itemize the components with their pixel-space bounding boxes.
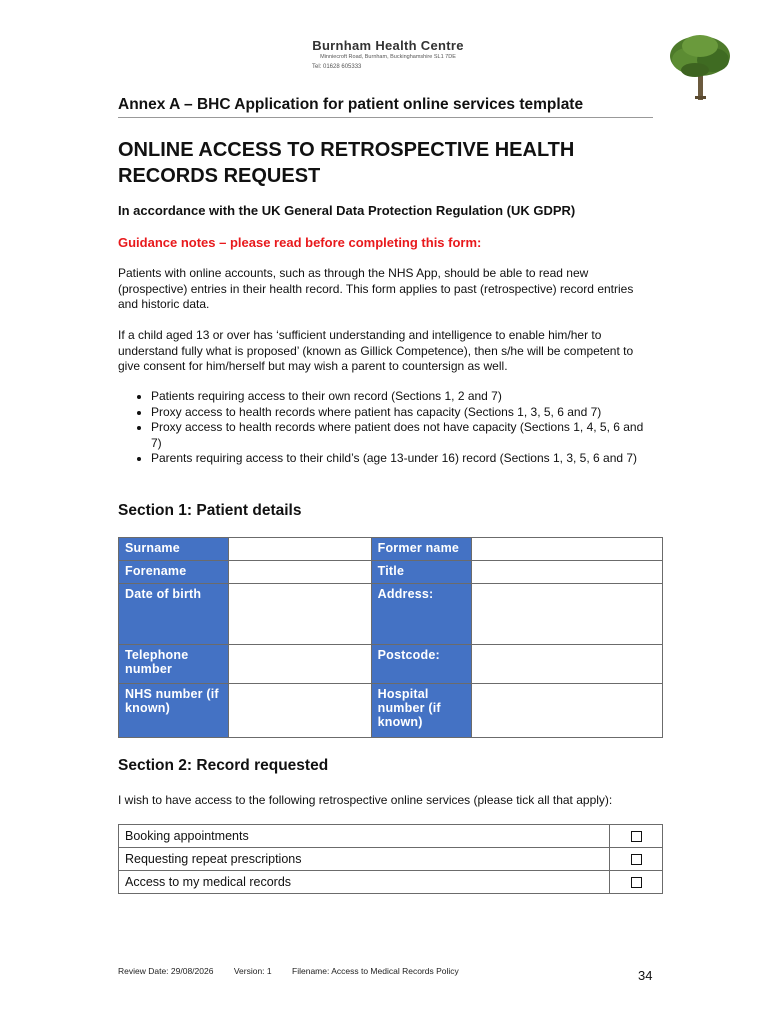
address-label: Address: [371, 584, 472, 645]
document-title-line-1: ONLINE ACCESS TO RETROSPECTIVE HEALTH [118, 139, 575, 161]
former-name-field[interactable] [472, 538, 663, 561]
organisation-telephone: Tel: 01628 605333 [312, 64, 362, 70]
telephone-field[interactable] [228, 645, 371, 684]
title-field[interactable] [472, 561, 663, 584]
title-label: Title [371, 561, 472, 584]
organisation-name: Burnham Health Centre [312, 38, 464, 53]
tick-box-medical-records[interactable] [610, 871, 663, 894]
filename: Filename: Access to Medical Records Policy [292, 966, 459, 976]
page-header [0, 0, 770, 90]
checkbox-icon[interactable] [631, 877, 642, 888]
option-medical-records: Access to my medical records [119, 871, 610, 894]
date-of-birth-field[interactable] [228, 584, 371, 645]
nhs-number-label: NHS number (if known) [119, 684, 229, 738]
nhs-number-field[interactable] [228, 684, 371, 738]
forename-label: Forename [119, 561, 229, 584]
option-booking-appointments: Booking appointments [119, 825, 610, 848]
address-field[interactable] [472, 584, 663, 645]
sections-bullet-list [118, 389, 653, 467]
forename-field[interactable] [228, 561, 371, 584]
checkbox-icon[interactable] [631, 854, 642, 865]
section-2-heading: Section 2: Record requested [118, 757, 329, 774]
guidance-paragraph-2: If a child aged 13 or over has ‘sufficient understanding and intelligence to enable him/her to understand fully what is proposed’ (known as Gillick Competence), then s/he will be competent to give consent for him/herself but may wish a parent to countersign as well. [118, 328, 634, 373]
telephone-label: Telephone number [119, 645, 229, 684]
bullet-item: • Proxy access to health records where patient does not have capacity (Sections 1, 4, 5, 6 and 7) [151, 420, 653, 451]
tick-box-booking[interactable] [610, 825, 663, 848]
page-footer [118, 966, 477, 976]
document-title-line-2: RECORDS REQUEST [118, 165, 321, 187]
annex-title: Annex A – BHC Application for patient online services template [118, 96, 653, 118]
section-2-intro: I wish to have access to the following retrospective online services (please tick all that apply): [118, 793, 613, 807]
table-row [119, 825, 663, 848]
document-title [118, 137, 658, 189]
table-row [119, 871, 663, 894]
record-request-table [118, 824, 663, 894]
checkbox-icon[interactable] [631, 831, 642, 842]
former-name-label: Former name [371, 538, 472, 561]
gdpr-subtitle: In accordance with the UK General Data Protection Regulation (UK GDPR) [118, 203, 576, 218]
bullet-item: • Parents requiring access to their child’s (age 13-under 16) record (Sections 1, 3, 5, 6 and 7) [151, 451, 653, 467]
tick-box-prescriptions[interactable] [610, 848, 663, 871]
table-row [119, 848, 663, 871]
postcode-field[interactable] [472, 645, 663, 684]
version: Version: 1 [233, 966, 272, 976]
hospital-number-label: Hospital number (if known) [371, 684, 472, 738]
guidance-heading: Guidance notes – please read before completing this form: [118, 235, 482, 250]
tree-icon [665, 30, 735, 102]
guidance-paragraph-1: Patients with online accounts, such as through the NHS App, should be able to read new (prospective) entries in their health record. This form applies to past (retrospective) record entries and historic data. [118, 266, 634, 311]
organisation-block [278, 38, 498, 70]
patient-details-table [118, 537, 663, 738]
surname-label: Surname [119, 538, 229, 561]
review-date: Review Date: 29/08/2026 [118, 966, 214, 976]
postcode-label: Postcode: [371, 645, 472, 684]
page-number: 34 [638, 968, 653, 983]
surname-field[interactable] [228, 538, 371, 561]
hospital-number-field[interactable] [472, 684, 663, 738]
section-1-heading: Section 1: Patient details [118, 502, 302, 519]
organisation-address: Minniecroft Road, Burnham, Buckinghamshire SL1 7DE [320, 54, 456, 60]
option-repeat-prescriptions: Requesting repeat prescriptions [119, 848, 610, 871]
bullet-item: • Proxy access to health records where patient has capacity (Sections 1, 3, 5, 6 and 7) [151, 405, 653, 421]
date-of-birth-label: Date of birth [119, 584, 229, 645]
bullet-item: • Patients requiring access to their own record (Sections 1, 2 and 7) [151, 389, 653, 405]
